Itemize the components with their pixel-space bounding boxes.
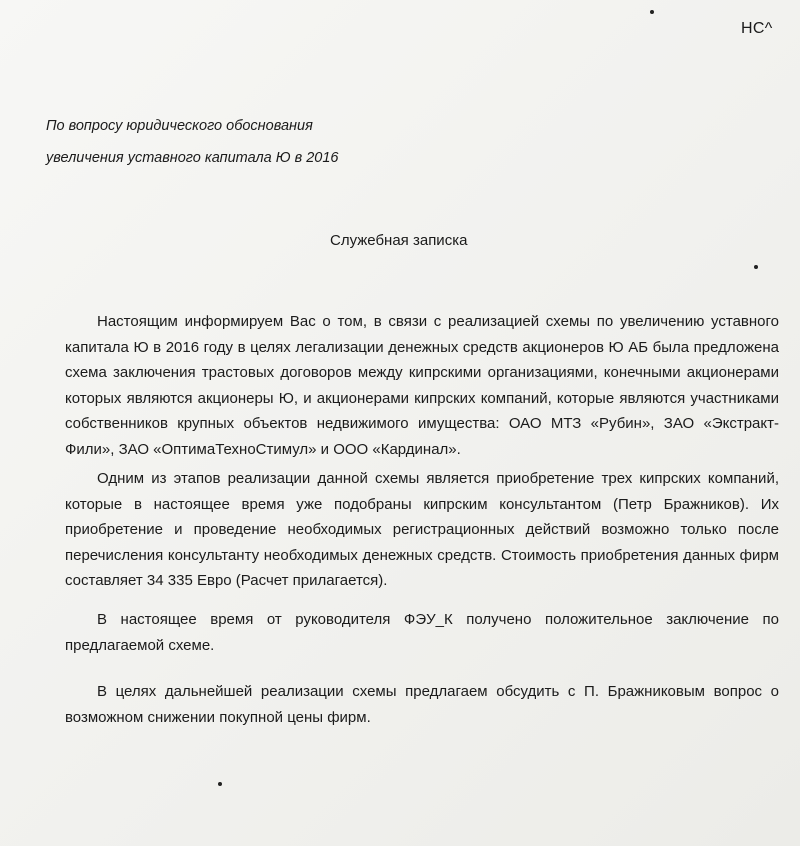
corner-handwritten-mark: НС^ (741, 20, 773, 37)
subject-line: увеличения уставного капитала Ю в 2016 (46, 150, 339, 166)
subject-line: По вопросу юридического обоснования (46, 118, 313, 134)
body-paragraph: Настоящим информируем Вас о том, в связи с реализацией схемы по увеличению уставного капитала Ю в 2016 году в целях легализации денежных средств акционеров Ю АБ была предложена схема заключения трастовых договоров между кипрскими организациями, конечными акционерами которых являются акционеры Ю, и акционерами кипрских компаний, которые являются участниками собственников крупных объектов недвижимого имущества: ОАО МТЗ «Рубин», ЗАО «Экстракт-Фили», ЗАО «ОптимаТехноСтимул» и ООО «Кардинал». (65, 313, 779, 458)
stray-dot-mark (754, 265, 758, 269)
stray-dot-mark (218, 782, 222, 786)
subject-block (46, 118, 566, 166)
body-paragraph: В целях дальнейшей реализации схемы предлагаем обсудить с П. Бражниковым вопрос о возможном снижении покупной цены фирм. (65, 683, 779, 726)
document-title: Служебная записка (330, 232, 468, 249)
body-paragraph: В настоящее время от руководителя ФЭУ_К получено положительное заключение по предлагаемой схеме. (65, 611, 779, 654)
stray-dot-mark (650, 10, 654, 14)
body-paragraph: Одним из этапов реализации данной схемы является приобретение трех кипрских компаний, которые в настоящее время уже подобраны кипрским консультантом (Петр Бражников). Их приобретение и проведение необходимых регистрационных действий возможно только после перечисления консультанту необходимых денежных средств. Стоимость приобретения данных фирм составляет 34 335 Евро (Расчет прилагается). (65, 470, 779, 589)
